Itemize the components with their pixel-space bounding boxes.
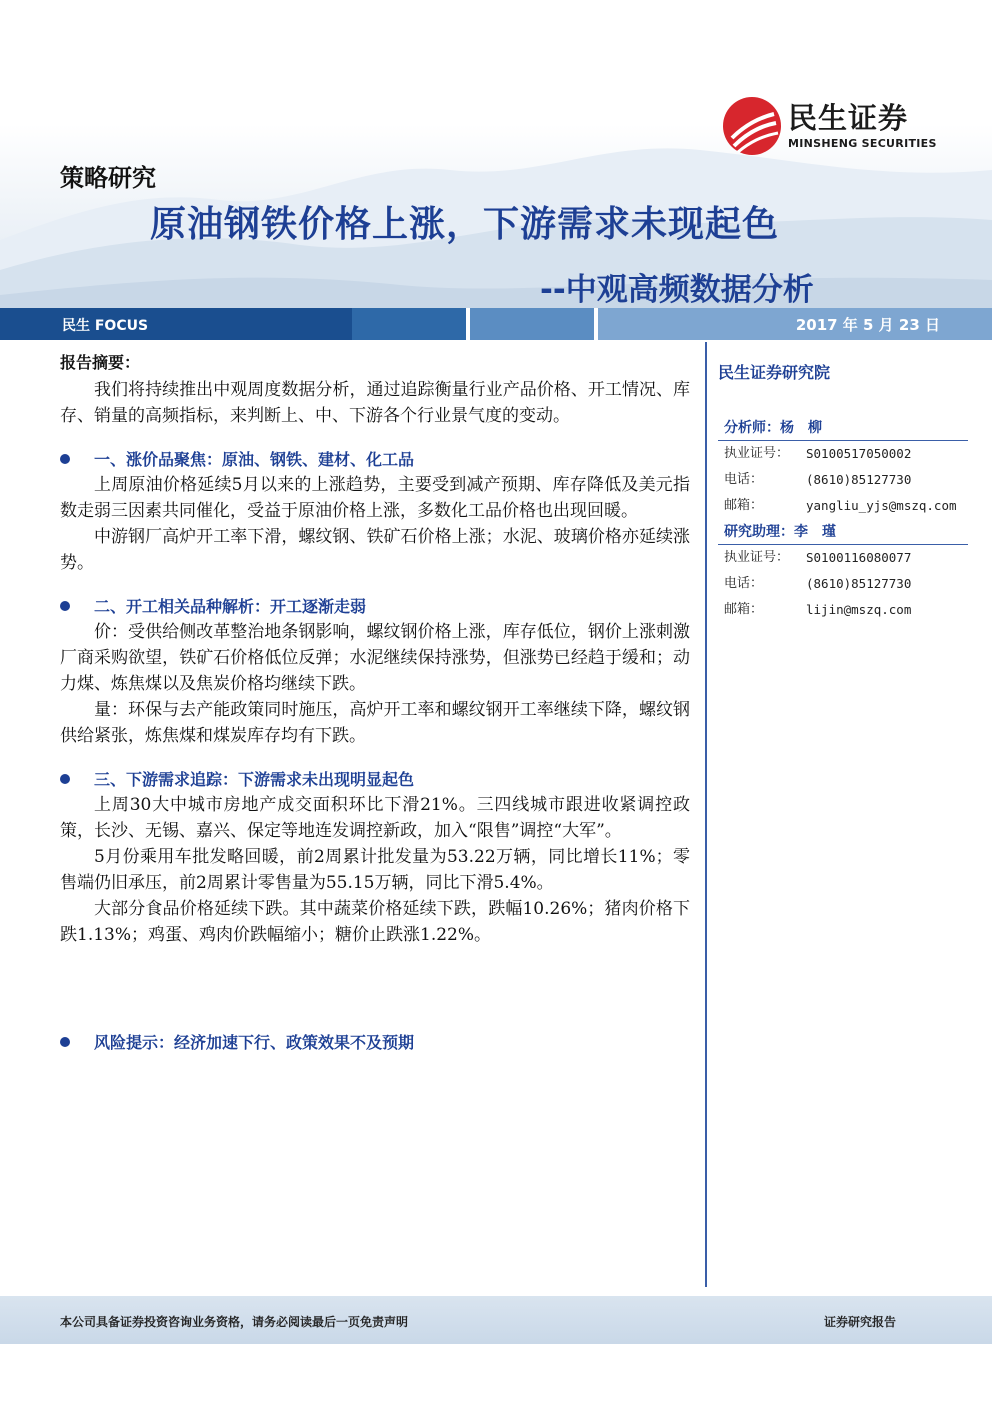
assistant-license-row (718, 545, 968, 571)
assistant-heading: 研究助理：李 瑾 (718, 519, 968, 545)
info-value: (8610)85127730 (806, 576, 912, 591)
minsheng-logo-icon (722, 96, 782, 156)
logo-english-name: MINSHENG SECURITIES (788, 137, 937, 150)
abstract-label: 报告摘要： (60, 353, 141, 372)
column-divider (705, 342, 707, 1287)
section-heading (60, 767, 690, 790)
section-paragraph: 上周原油价格延续5月以来的上涨趋势，主要受到减产预期、库存降低及美元指数走弱三因素共同催化，受益于原油价格上涨，多数化工品价格也出现回暖。 (60, 475, 690, 521)
info-key: 电话： (724, 472, 764, 487)
analyst-license-row (718, 441, 968, 467)
info-value[interactable]: yangliu_yjs@mszq.com (806, 498, 957, 513)
section-paragraph: 中游钢厂高炉开工率下滑，螺纹钢、铁矿石价格上涨；水泥、玻璃价格亦延续涨势。 (60, 527, 690, 573)
footer-disclaimer: 本公司具备证券投资咨询业务资格，请务必阅读最后一页免责声明 (60, 1315, 409, 1329)
section-paragraph: 价：受供给侧改革整治地条钢影响，螺纹钢价格上涨，库存低位，钢价上涨刺激厂商采购欲望，铁矿石价格低位反弹；水泥继续保持涨势，但涨势已经趋于缓和；动力煤、炼焦煤以及焦炭价格均继续下跌。 (60, 622, 690, 694)
info-value: S0100116080077 (806, 550, 912, 565)
logo-chinese-name: 民生证券 (788, 101, 909, 135)
main-column (60, 350, 690, 1055)
section-heading-text: 三、下游需求追踪：下游需求未出现明显起色 (94, 770, 415, 789)
side-column (718, 360, 968, 623)
risk-heading-text: 风险提示：经济加速下行、政策效果不及预期 (94, 1033, 415, 1052)
risk-heading (60, 1030, 690, 1053)
info-key: 执业证号： (724, 446, 790, 461)
bullet-icon (60, 601, 70, 611)
banner-segment (352, 308, 466, 340)
banner-segment (0, 308, 352, 340)
bullet-icon (60, 1037, 70, 1047)
abstract-paragraph: 我们将持续推出中观周度数据分析，通过追踪衡量行业产品价格、开工情况、库存、销量的高频指标，来判断上、中、下游各个行业景气度的变动。 (60, 380, 690, 426)
footer-report-type: 证券研究报告 (823, 1315, 896, 1329)
institute-name: 民生证券研究院 (718, 363, 831, 382)
section-heading-text: 一、涨价品聚焦：原油、钢铁、建材、化工品 (94, 450, 415, 469)
banner-focus-label: 民生 FOCUS (62, 318, 149, 334)
section-paragraph: 大部分食品价格延续下跌。其中蔬菜价格延续下跌，跌幅10.26%；猪肉价格下跌1.13%；鸡蛋、鸡肉价跌幅缩小；糖价止跌涨1.22%。 (60, 899, 690, 945)
bullet-icon (60, 454, 70, 464)
section-heading (60, 594, 690, 617)
info-key: 电话： (724, 576, 764, 591)
analyst-heading: 分析师：杨 柳 (718, 415, 968, 441)
info-value: S0100517050002 (806, 446, 912, 461)
info-key: 执业证号： (724, 550, 790, 565)
section-paragraph: 量：环保与去产能政策同时施压，高炉开工率和螺纹钢开工率继续下降，螺纹钢供给紧张，炼焦煤和煤炭库存均有下跌。 (60, 700, 690, 746)
section-heading (60, 447, 690, 470)
info-key: 邮箱： (724, 602, 764, 617)
info-value[interactable]: lijin@mszq.com (806, 602, 912, 617)
report-title: 原油钢铁价格上涨，下游需求未现起色 (150, 204, 780, 245)
analyst-phone-row (718, 467, 968, 493)
section-heading-text: 二、开工相关品种解析：开工逐渐走弱 (94, 597, 367, 616)
company-logo (722, 96, 937, 156)
info-value: (8610)85127730 (806, 472, 912, 487)
section-paragraph: 5月份乘用车批发略回暖，前2周累计批发量为53.22万辆，同比增长11%；零售端仍旧承压，前2周累计零售量为55.15万辆，同比下滑5.4%。 (60, 847, 690, 893)
report-date: 2017 年 5 月 23 日 (795, 316, 940, 334)
banner-segment (470, 308, 594, 340)
report-subtitle: --中观高频数据分析 (540, 272, 814, 308)
analyst-email-row (718, 493, 968, 519)
report-category: 策略研究 (60, 164, 156, 192)
assistant-phone-row (718, 571, 968, 597)
bullet-icon (60, 774, 70, 784)
info-key: 邮箱： (724, 498, 764, 513)
assistant-email-row (718, 597, 968, 623)
section-paragraph: 上周30大中城市房地产成交面积环比下滑21%。三四线城市跟进收紧调控政策，长沙、无锡、嘉兴、保定等地连发调控新政，加入“限售”调控“大军”。 (60, 795, 690, 841)
